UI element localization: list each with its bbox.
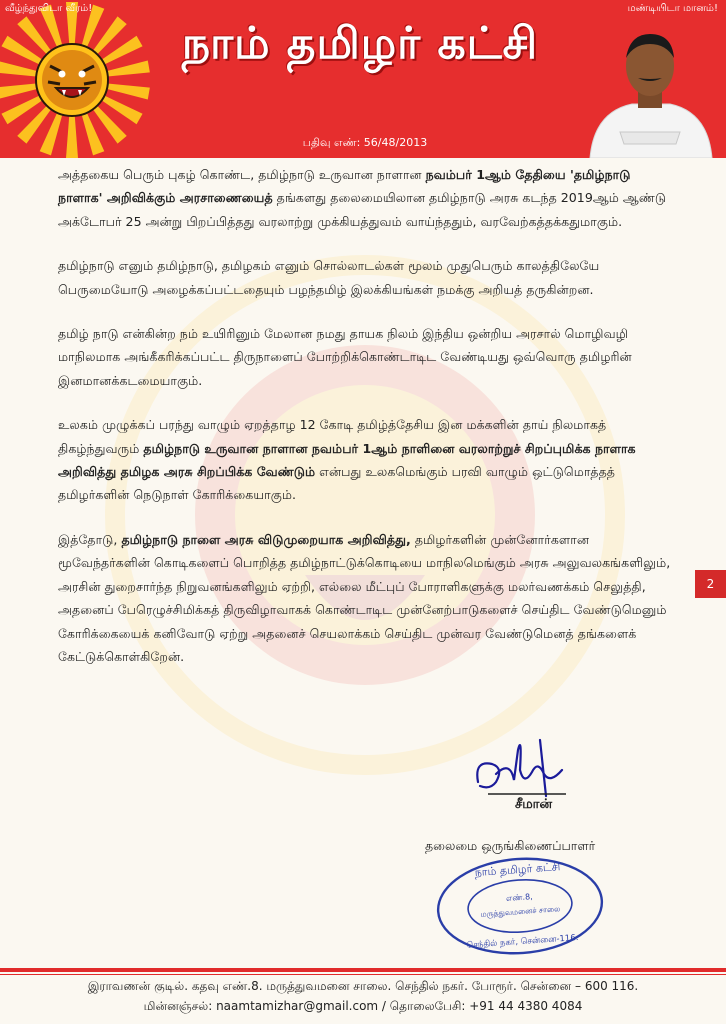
stamp-line-3: மருத்துவமனைச் சாலை xyxy=(480,904,561,919)
paragraph-1 xyxy=(58,163,678,233)
footer-address: இராவணன் குடில். கதவு எண்.8. மருத்துவமனை சாலை. செந்தில் நகர். போரூர். சென்னை – 600 116. xyxy=(87,979,639,993)
party-name-title: நாம் தமிழர் கட்சி xyxy=(181,18,539,69)
p1-bold: நவம்பர் 1ஆம் தேதியை 'தமிழ்நாடு நாளாக' அறிவிக்கும் அரசாணையைத் xyxy=(58,167,631,206)
footer-divider-thin xyxy=(0,974,726,975)
paragraph-5 xyxy=(58,528,678,668)
stamp-line-1: நாம் தமிழர் கட்சி xyxy=(474,860,561,880)
stamp-line-2: எண்.8, xyxy=(505,892,533,903)
letter-body xyxy=(58,163,678,689)
paragraph-2: தமிழ்நாடு எனும் தமிழ்நாடு, தமிழகம் எனும் சொல்லாடல்கள் மூலம் முதுபெரும் காலத்திலேயே பெருமையோடு அழைக்கப்பட்டதையும் பழந்தமிழ் இலக்கியங்கள் நமக்கு அறியத் தருகின்றன. xyxy=(58,258,600,297)
tiger-emblem-icon xyxy=(0,0,170,158)
handwritten-signature-icon xyxy=(470,730,580,800)
p4-bold: தமிழ்நாடு உருவான நாளான நவம்பர் 1ஆம் நாளினை வரலாற்றுச் சிறப்புமிக்க நாளாக அறிவித்து தமிழக அரசு சிறப்பிக்க வேண்டும் xyxy=(58,440,636,480)
footer-divider xyxy=(0,968,726,972)
paragraph-3: தமிழ் நாடு என்கின்ற நம் உயிரினும் மேலான நமது தாயக நிலம் இந்திய ஒன்றிய அரசால் மொழிவழி மாநிலமாக அங்கீகரிக்கப்பட்ட திருநாளைப் போற்றிக்கொண்டாடிட வேண்டியது ஒவ்வொரு தமிழரின் இனமானக்கடமையாகும். xyxy=(58,326,632,388)
p4-text-end: என்பது உலகமெங்கும் பரவி வாழும் ஒட்டுமொத்தத் தமிழர்களின் நெடுநாள் கோரிக்கையாகும். xyxy=(58,464,616,503)
party-seal-stamp xyxy=(435,856,605,956)
letterhead-header xyxy=(0,0,726,158)
slogan-right: மண்டியிடா மானம்! xyxy=(627,3,718,14)
p4-text: உலகம் முழுக்கப் பரந்து வாழும் ஏறத்தாழ 12 கோடி தமிழ்த்தேசிய இன மக்களின் தாய் நிலமாகத் திகழ்ந்துவரும் xyxy=(58,417,607,456)
p5-text: இத்தோடு, xyxy=(58,531,122,547)
slogan-left: வீழ்ந்துவிடா வீரம்! xyxy=(5,3,93,14)
signer-title: தலைமை ஒருங்கிணைப்பாளர் xyxy=(425,838,596,853)
stamp-line-4: செந்தில் நகர், சென்னை-116. xyxy=(466,933,579,951)
p1-text-end: தங்களது தலைமையிலான தமிழ்நாடு அரசு கடந்த 2019ஆம் ஆண்டு அக்டோபர் 25 அன்று பிறப்பித்தது வரலாற்று முக்கியத்துவம் வாய்ந்ததும், வரவேற்கத்தக்கதுமாகும். xyxy=(58,190,667,229)
p5-bold: தமிழ்நாடு நாளை அரசு விடுமுறையாக அறிவித்து, xyxy=(121,531,411,547)
p1-text: அத்தகைய பெரும் புகழ் கொண்ட, தமிழ்நாடு உருவான நாளான xyxy=(58,167,426,182)
footer-contact: மின்னஞ்சல்: naamtamizhar@gmail.com / தொலைபேசி: +91 44 4380 4084 xyxy=(143,999,583,1013)
leader-portrait-icon xyxy=(580,20,720,158)
p5-text-end: தமிழர்களின் முன்னோர்களான மூவேந்தர்களின் கொடிகளைப் பொறித்த தமிழ்நாட்டுக்கொடியை மாநிலமெங்கும் அரசு அலுவலகங்களிலும், அரசின் துறைசார்ந்த நிறுவனங்களிலும் ஏற்றி, எல்லை மீட்புப் போராளிகளுக்கு மலர்வணக்கம் செலுத்தி, அதனைப் பேரெழுச்சிமிக்கத் திருவிழாவாகக் கொண்டாடிட முன்னேற்பாடுகளைச் செய்திட வேண்டுமெனும் கோரிக்கையைக் கனிவோடு ஏற்று அதனைச் செயலாக்கம் செய்திட முன்வர வேண்டுமெனத் தங்களைக் கேட்டுக்கொள்கிறேன். xyxy=(58,531,671,664)
signer-name: சீமான் xyxy=(515,797,553,812)
page-number-tab: 2 xyxy=(695,570,726,598)
registration-number: பதிவு எண்: 56/48/2013 xyxy=(302,136,428,149)
paragraph-4 xyxy=(58,413,678,507)
